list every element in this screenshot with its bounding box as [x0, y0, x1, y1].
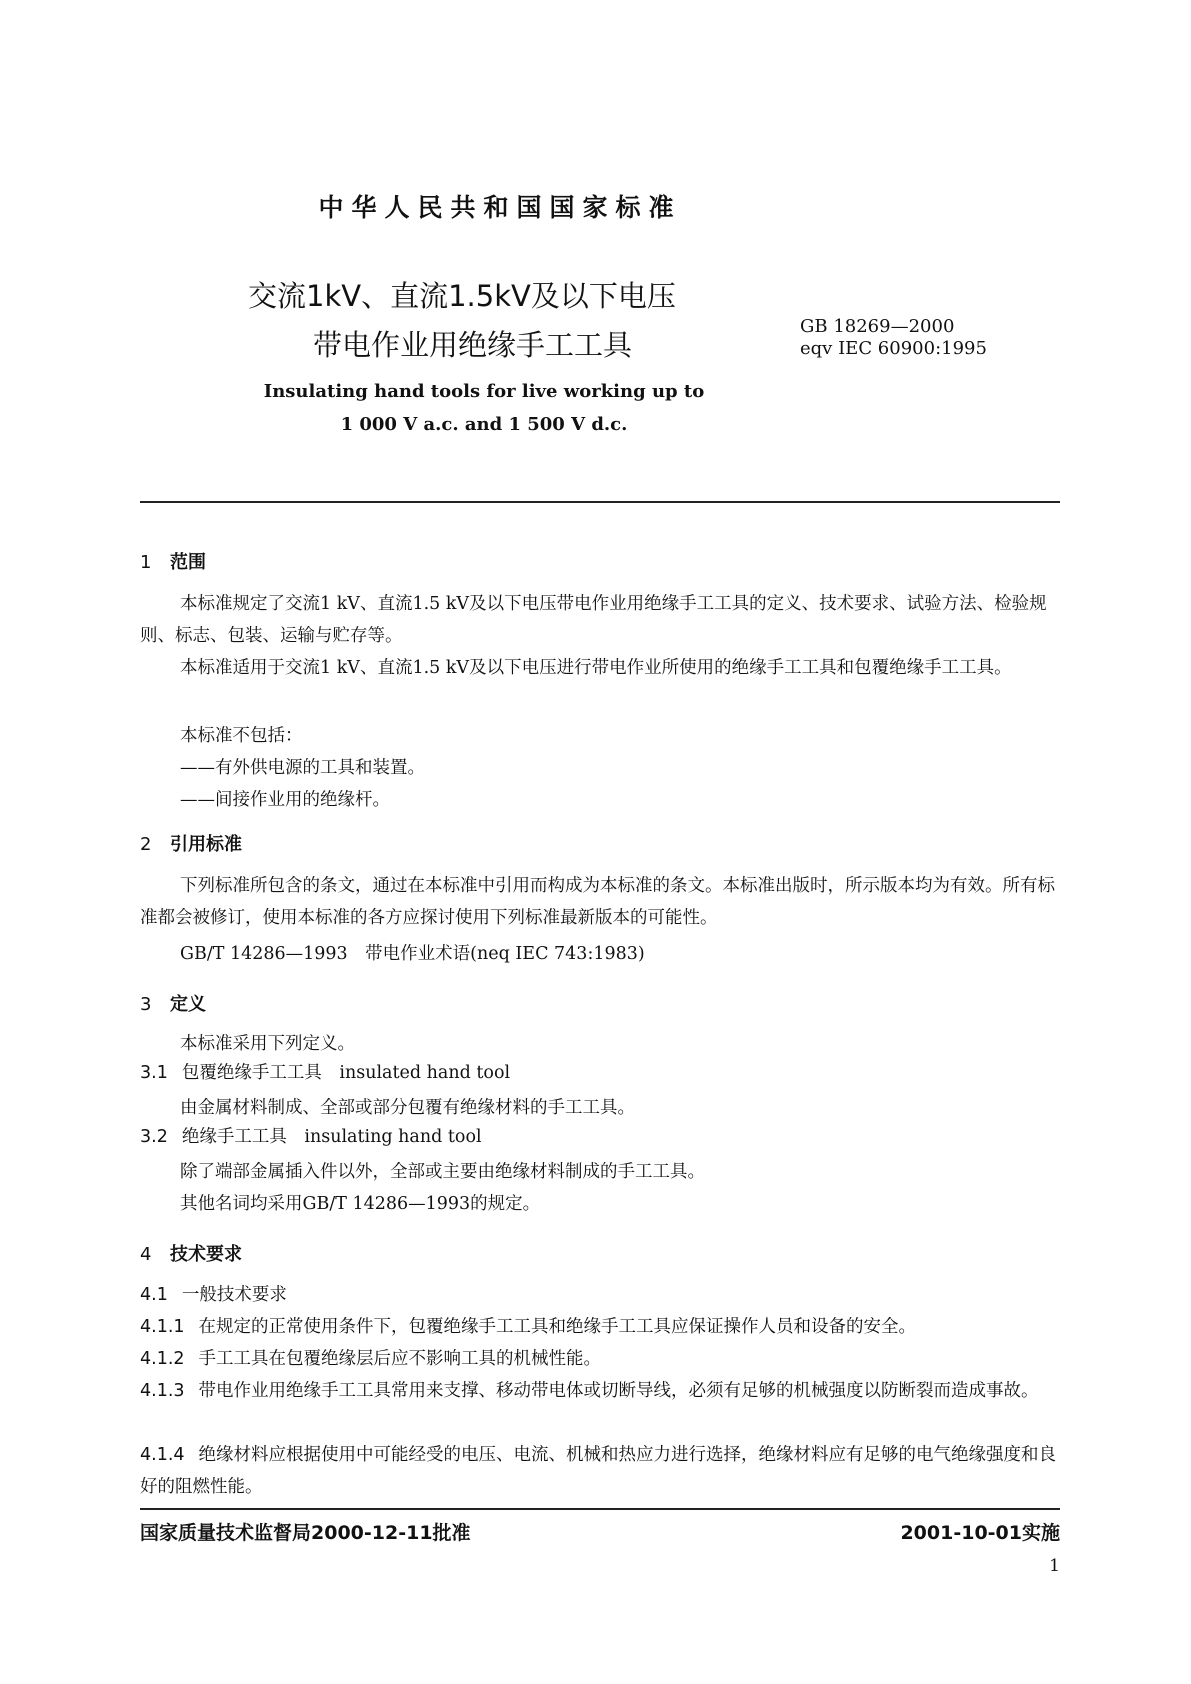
clause-text: 在规定的正常使用条件下，包覆绝缘手工工具和绝缘手工工具应保证操作人员和设备的安全。: [198, 1317, 917, 1337]
national-standard-heading: 中华人民共和国国家标准: [318, 193, 682, 222]
clause-number: 3.2: [140, 1127, 168, 1147]
paragraph: 下列标准所包含的条文，通过在本标准中引用而构成为本标准的条文。本标准出版时，所示版本均为有效。所有标准都会被修订，使用本标准的各方应探讨使用下列标准最新版本的可能性。: [140, 876, 1055, 928]
paragraph: 本标准采用下列定义。: [180, 1034, 355, 1054]
title-en-line1: Insulating hand tools for live working up to: [263, 381, 705, 402]
list-item: ——有外供电源的工具和装置。: [180, 758, 425, 778]
section-number: 4: [140, 1244, 152, 1265]
section-1-heading: [140, 548, 206, 574]
page-number: 1: [1049, 1556, 1060, 1576]
paragraph: 本标准适用于交流1 kV、直流1.5 kV及以下电压进行带电作业所使用的绝缘手工工具和包覆绝缘手工工具。: [180, 658, 1012, 678]
standard-number: [800, 316, 987, 360]
title-zh-line2: 带电作业用绝缘手工工具: [313, 328, 633, 362]
clause-number: 3.1: [140, 1063, 168, 1083]
clause-title: 包覆绝缘手工工具 insulated hand tool: [181, 1063, 511, 1083]
clause-4-1-4: [140, 1439, 1060, 1503]
section-3-heading: [140, 990, 206, 1016]
header-divider: [140, 501, 1060, 503]
clause-text: 由金属材料制成、全部或部分包覆有绝缘材料的手工工具。: [180, 1098, 635, 1118]
section-title: 定义: [170, 994, 206, 1015]
section-title: 技术要求: [170, 1244, 242, 1265]
clause-4-1-3: [140, 1375, 1060, 1407]
clause-3-2: [140, 1121, 1060, 1153]
paragraph: 本标准不包括：: [180, 726, 303, 746]
section-4-heading: [140, 1240, 242, 1266]
paragraph: 本标准规定了交流1 kV、直流1.5 kV及以下电压带电作业用绝缘手工工具的定义、技术要求、试验方法、检验规则、标志、包装、运输与贮存等。: [140, 594, 1047, 646]
standard-number-iec: eqv IEC 60900:1995: [800, 338, 987, 359]
clause-number: 4.1.3: [140, 1381, 185, 1401]
section-title: 引用标准: [170, 834, 242, 855]
title-zh-line1: 交流1kV、直流1.5kV及以下电压: [248, 279, 676, 313]
clause-number: 4.1.2: [140, 1349, 185, 1369]
section-number: 3: [140, 994, 152, 1015]
clause-number: 4.1: [140, 1285, 168, 1305]
clause-4-1-2: [140, 1343, 1060, 1375]
standard-number-gb: GB 18269—2000: [800, 316, 955, 337]
clause-number: 4.1.4: [140, 1445, 185, 1465]
clause-4-1-1: [140, 1311, 1060, 1343]
clause-4-1: [140, 1279, 1060, 1311]
section-title: 范围: [170, 552, 206, 573]
section-number: 2: [140, 834, 152, 855]
title-en-line2: 1 000 V a.c. and 1 500 V d.c.: [340, 414, 628, 435]
paragraph: 其他名词均采用GB/T 14286—1993的规定。: [180, 1194, 541, 1214]
clause-text: 手工工具在包覆绝缘层后应不影响工具的机械性能。: [198, 1349, 602, 1369]
approval-date: 国家质量技术监督局2000-12-11批准: [140, 1522, 471, 1544]
clause-3-1: [140, 1057, 1060, 1089]
clause-number: 4.1.1: [140, 1317, 185, 1337]
effective-date: 2001-10-01实施: [900, 1522, 1060, 1544]
clause-title: 绝缘手工工具 insulating hand tool: [181, 1127, 482, 1147]
clause-text: 带电作业用绝缘手工工具常用来支撑、移动带电体或切断导线，必须有足够的机械强度以防断裂而造成事故。: [198, 1381, 1039, 1401]
clause-text: 绝缘材料应根据使用中可能经受的电压、电流、机械和热应力进行选择，绝缘材料应有足够的电气绝缘强度和良好的阻燃性能。: [140, 1445, 1057, 1497]
section-2-heading: [140, 830, 242, 856]
clause-text: 除了端部金属插入件以外，全部或主要由绝缘材料制成的手工工具。: [180, 1162, 705, 1182]
section-number: 1: [140, 552, 152, 573]
footer-divider: [140, 1508, 1060, 1510]
list-item: ——间接作业用的绝缘杆。: [180, 790, 390, 810]
reference-item: GB/T 14286—1993 带电作业术语(neq IEC 743:1983): [180, 944, 645, 964]
clause-title: 一般技术要求: [181, 1285, 287, 1305]
